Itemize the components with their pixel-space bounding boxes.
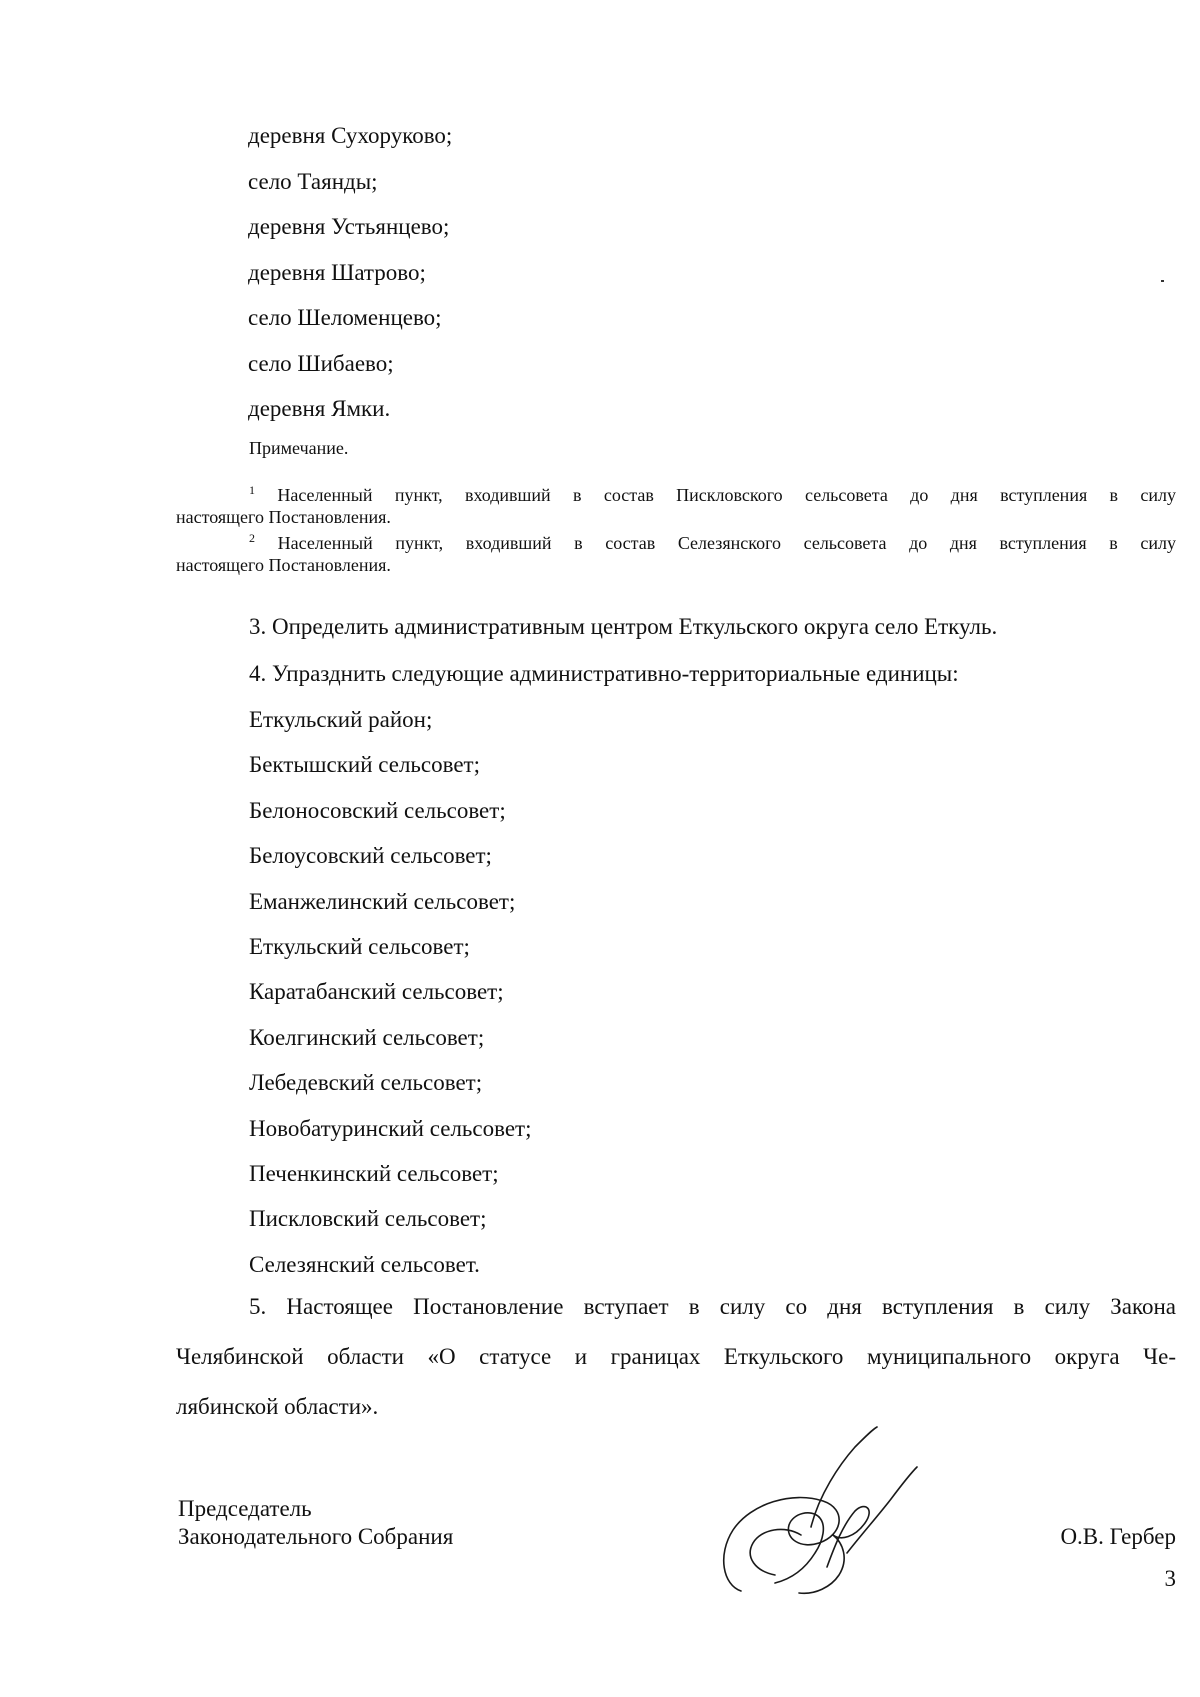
unit-item: Еткульский район; <box>249 707 433 732</box>
scan-speck <box>1161 280 1164 282</box>
unit-item: Каратабанский сельсовет; <box>249 979 504 1005</box>
paragraph-3: 3. Определить административным центром Еткульского округа село Еткуль. <box>249 614 998 639</box>
unit-item: Селезянский сельсовет. <box>249 1251 480 1277</box>
footnote-2-line2: настоящего Постановления. <box>176 555 391 575</box>
footnote-2-line1 <box>176 532 1176 554</box>
footnote-2 <box>176 532 1176 576</box>
footnote-1-line2: настоящего Постановления. <box>176 507 391 527</box>
footnote-1 <box>176 484 1176 528</box>
footnote-1-text: Населенный пункт, входивший в состав Пискловского сельсовета до дня вступления в силу <box>277 485 1176 505</box>
handwritten-signature <box>715 1425 965 1600</box>
note-heading: Примечание. <box>249 438 349 458</box>
page-number: 3 <box>1164 1566 1176 1591</box>
unit-item: Новобатуринский сельсовет; <box>249 1115 532 1141</box>
paragraph-5-line1: 5. Настоящее Постановление вступает в силу со дня вступления в силу Закона <box>249 1294 1176 1319</box>
settlement-item: деревня Устьянцево; <box>248 214 450 239</box>
settlement-item: деревня Сухоруково; <box>248 123 453 148</box>
footnote-marker: 2 <box>249 531 255 545</box>
paragraph-5-line2: Челябинской области «О статусе и границах Еткульского муниципального округа Че- <box>176 1344 1176 1369</box>
paragraph-5 <box>176 1282 1176 1432</box>
unit-item: Бектышский сельсовет; <box>249 752 480 778</box>
settlement-item: деревня Шатрово; <box>248 259 426 285</box>
unit-item: Печенкинский сельсовет; <box>249 1160 499 1186</box>
settlements-list <box>248 113 452 432</box>
settlement-item: село Шибаево; <box>248 350 394 376</box>
settlement-item: село Таянды; <box>248 168 378 194</box>
unit-item: Лебедевский сельсовет; <box>249 1070 483 1096</box>
abolished-units-list <box>249 697 532 1287</box>
paragraph-4: 4. Упразднить следующие административно-территориальные единицы: <box>249 661 959 686</box>
paragraph-5-line3: лябинской области». <box>176 1394 379 1419</box>
signer-name: О.В. Гербер <box>1060 1524 1176 1549</box>
unit-item: Коелгинский сельсовет; <box>249 1024 485 1050</box>
unit-item: Белоусовский сельсовет; <box>249 843 492 869</box>
unit-item: Белоносовский сельсовет; <box>249 797 506 823</box>
signer-title-line1: Председатель <box>178 1496 312 1521</box>
signer-title-line2: Законодательного Собрания <box>178 1524 454 1549</box>
unit-item: Пискловский сельсовет; <box>249 1206 487 1232</box>
signer-title <box>178 1495 453 1551</box>
settlement-item: село Шеломенцево; <box>248 305 442 330</box>
footnote-2-text: Населенный пункт, входивший в состав Селезянского сельсовета до дня вступления в силу <box>277 533 1177 553</box>
unit-item: Еманжелинский сельсовет; <box>249 888 516 914</box>
footnote-1-line1 <box>176 484 1176 506</box>
settlement-item: деревня Ямки. <box>248 396 391 421</box>
unit-item: Еткульский сельсовет; <box>249 933 470 959</box>
footnote-marker: 1 <box>249 483 255 497</box>
